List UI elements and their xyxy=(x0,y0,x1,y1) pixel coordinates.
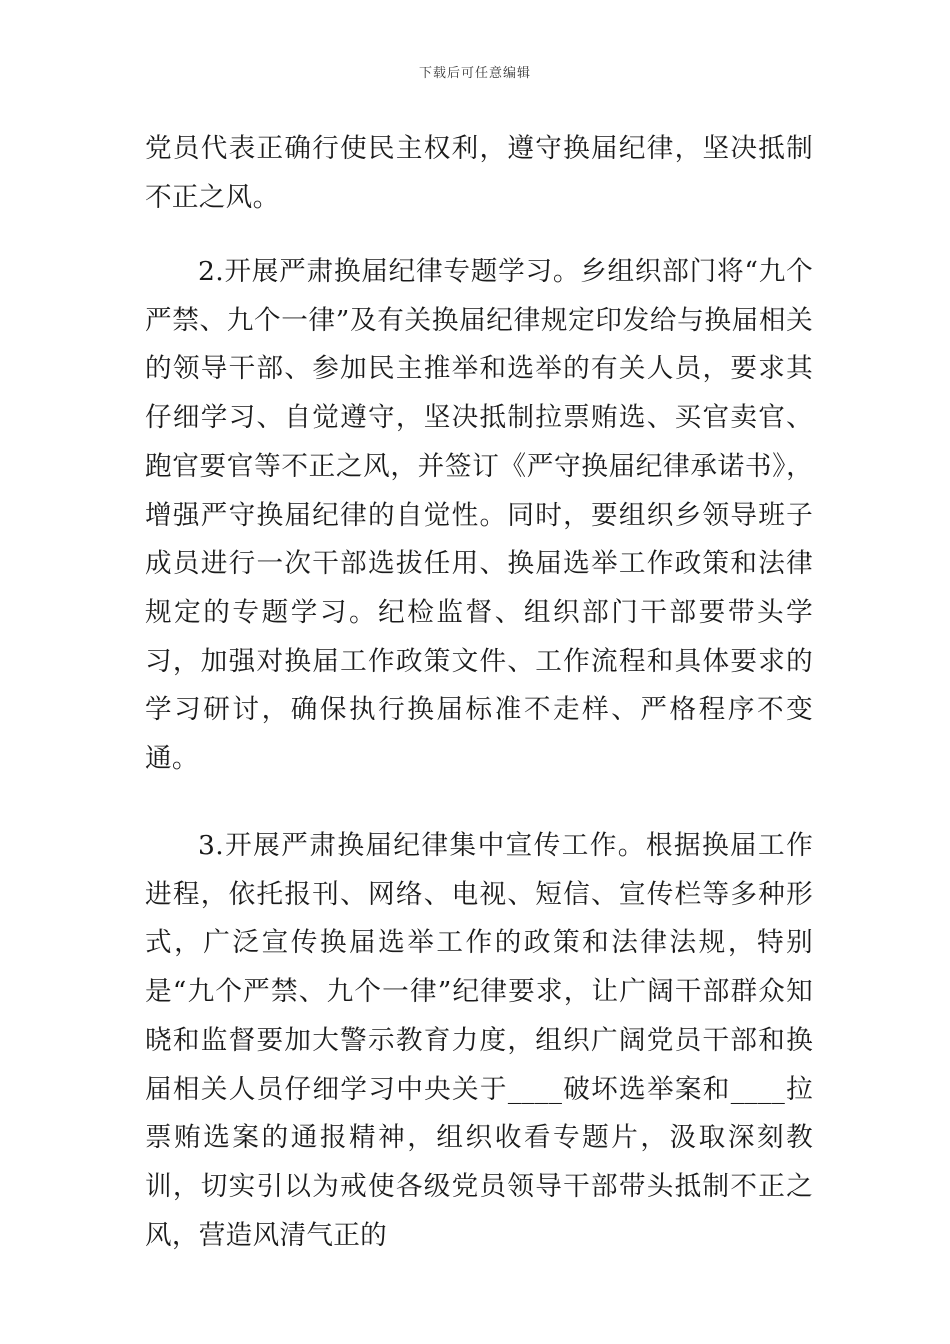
paragraph-continuation: 党员代表正确行使民主权利，遵守换届纪律，坚决抵制不正之风。 xyxy=(145,133,813,213)
paragraph-item-2: 2.开展严肃换届纪律专题学习。乡组织部门将“九个严禁、九个一律”及有关换届纪律规定印发给与换届相关的领导干部、参加民主推举和选举的有关人员，要求其仔细学习、自觉遵守，坚决抵制拉票贿选、买官卖官、跑官要官等不正之风，并签订《严守换届纪律承诺书》，增强严守换届纪律的自觉性。同时，要组织乡领导班子成员进行一次干部选拔任用、换届选举工作政策和法律规定的专题学习。纪检监督、组织部门干部要带头学习，加强对换届工作政策文件、工作流程和具体要求的学习研讨，确保执行换届标准不走样、严格程序不变通。 xyxy=(145,256,813,775)
page-header: 下载后可任意编辑 xyxy=(418,66,531,81)
paragraph-item-3: 3.开展严肃换届纪律集中宣传工作。根据换届工作进程，依托报刊、网络、电视、短信、宣传栏等多种形式，广泛宣传换届选举工作的政策和法律法规，特别是“九个严禁、九个一律”纪律要求，让广阔干部群众知晓和监督要加大警示教育力度，组织广阔党员干部和换届相关人员仔细学习中央关于____破坏选举案和____拉票贿选案的通报精神，组织收看专题片，汲取深刻教训，切实引以为戒使各级党员领导干部带头抵制不正之风，营造风清气正的 xyxy=(145,830,813,1251)
